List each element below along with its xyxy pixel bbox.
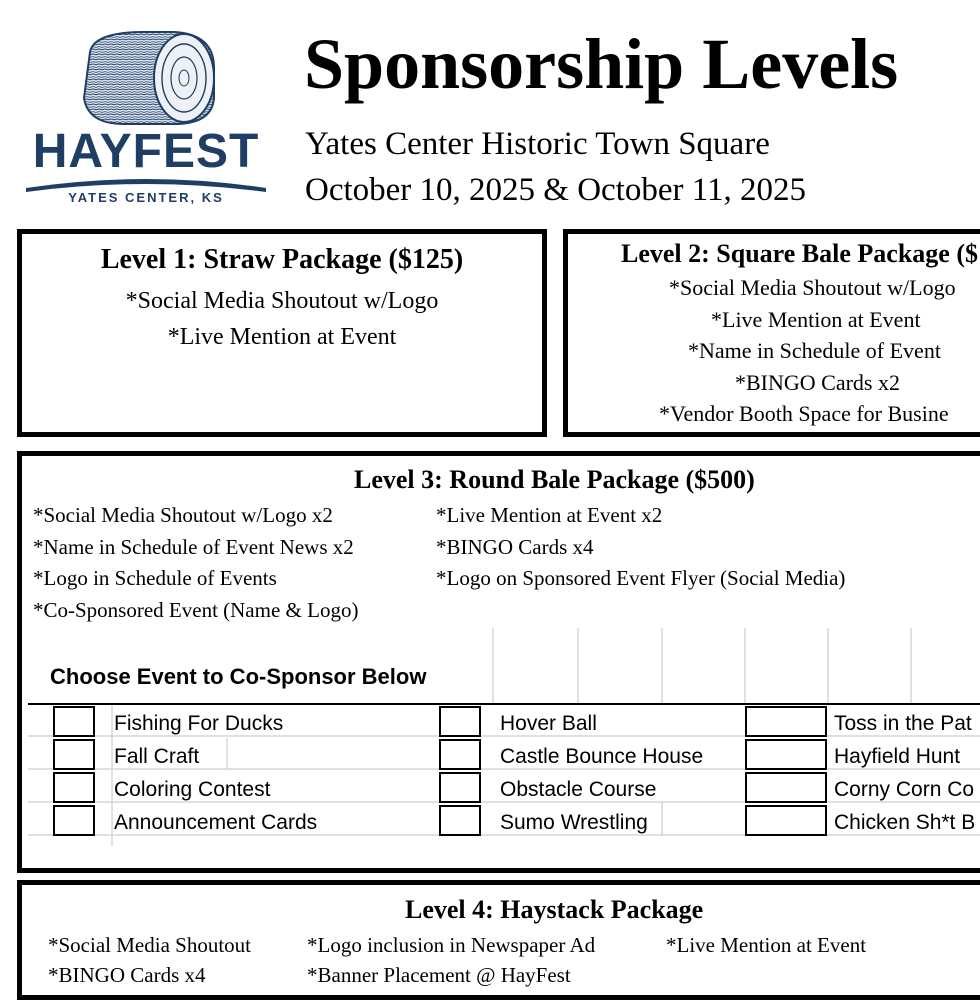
event-item: Chicken Sh*t B [834, 811, 976, 834]
event-checkbox[interactable] [53, 772, 95, 803]
level2-benefit: *BINGO Cards x2 [735, 370, 900, 395]
event-item: Castle Bounce House [500, 745, 704, 768]
level3-benefit: *Co-Sponsored Event (Name & Logo) [33, 598, 359, 622]
event-item: Corny Corn Co [834, 778, 975, 801]
choose-event-label: Choose Event to Co-Sponsor Below [50, 664, 427, 689]
level1-benefit: *Live Mention at Event [167, 324, 397, 350]
event-checkbox[interactable] [745, 805, 827, 836]
event-checkbox[interactable] [439, 805, 481, 836]
event-checkbox[interactable] [745, 772, 827, 803]
page-title: Sponsorship Levels [304, 24, 899, 104]
level2-title: Level 2: Square Bale Package ($ [621, 239, 978, 268]
event-checkbox[interactable] [53, 706, 95, 737]
event-item: Announcement Cards [114, 811, 318, 834]
event-item: Sumo Wrestling [500, 811, 648, 834]
event-checkbox[interactable] [53, 739, 95, 770]
level4-benefit: *BINGO Cards x4 [48, 963, 206, 987]
level2-benefit: *Name in Schedule of Event [688, 338, 941, 363]
level3-benefit: *Social Media Shoutout w/Logo x2 [33, 503, 333, 527]
hay-bale-icon [24, 28, 268, 138]
event-checkbox[interactable] [439, 739, 481, 770]
event-checkbox[interactable] [439, 706, 481, 737]
event-grid [28, 628, 980, 873]
level1-box [17, 229, 547, 437]
dates-text: October 10, 2025 & October 11, 2025 [305, 172, 807, 208]
level2-benefit: *Vendor Booth Space for Busine [659, 401, 949, 426]
event-item: Fall Craft [114, 745, 200, 768]
hayfest-logo [24, 28, 268, 210]
event-checkbox[interactable] [439, 772, 481, 803]
event-item: Fishing For Ducks [114, 712, 284, 735]
level3-benefit: *Logo on Sponsored Event Flyer (Social Media) [436, 566, 846, 590]
level2-box [563, 229, 980, 437]
event-checkbox[interactable] [745, 739, 827, 770]
level3-benefit: *Logo in Schedule of Events [33, 566, 277, 590]
level2-benefit: *Social Media Shoutout w/Logo [669, 275, 956, 300]
level4-benefit: *Live Mention at Event [666, 933, 867, 957]
event-checkbox[interactable] [745, 706, 827, 737]
venue-text: Yates Center Historic Town Square [305, 126, 770, 162]
event-item: Obstacle Course [500, 778, 657, 801]
level3-box [17, 451, 980, 873]
level1-benefit: *Social Media Shoutout w/Logo [125, 288, 439, 314]
level1-title: Level 1: Straw Package ($125) [100, 244, 464, 275]
hayfest-wordmark: HAYFEST [32, 125, 260, 178]
event-item: Toss in the Pat [834, 712, 972, 735]
event-item: Coloring Contest [114, 778, 271, 801]
event-item: Hayfield Hunt [834, 745, 961, 768]
level3-benefit: *Live Mention at Event x2 [436, 503, 663, 527]
level4-benefit: *Logo inclusion in Newspaper Ad [307, 933, 596, 957]
level3-benefit: *BINGO Cards x4 [436, 535, 594, 559]
event-item: Hover Ball [500, 712, 597, 735]
level2-benefit: *Live Mention at Event [711, 307, 921, 332]
level4-title: Level 4: Haystack Package [405, 895, 704, 924]
event-checkbox[interactable] [53, 805, 95, 836]
level3-title: Level 3: Round Bale Package ($500) [354, 465, 755, 494]
level4-benefit: *Social Media Shoutout [48, 933, 251, 957]
level4-box [17, 880, 980, 1000]
level4-benefit: *Banner Placement @ HayFest [307, 963, 571, 987]
logo-subtitle: YATES CENTER, KS [68, 190, 224, 205]
level3-benefit: *Name in Schedule of Event News x2 [33, 535, 354, 559]
